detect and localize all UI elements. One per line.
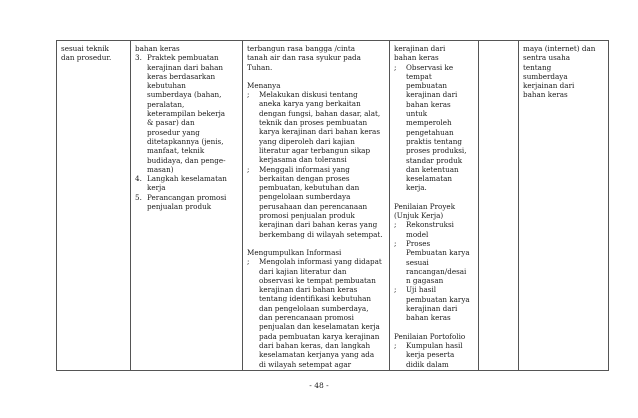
bullet-marker: 5. [135,192,142,202]
bullet-marker: 4. [135,174,142,184]
text-line: memperoleh [406,118,452,128]
text-line: masan) [147,164,174,174]
text-line: Observasi ke [406,62,454,72]
text-line: sumberdaya [523,71,568,81]
bullet-marker: ; [247,164,250,174]
list-item [394,239,474,285]
text-line: pembuatan [406,81,447,91]
text-line: Perancangan promosi [147,192,227,202]
text-line: dari bahan keras, dan langkah [259,340,371,350]
text-line: untuk [406,109,428,119]
text-line: peralatan, [147,99,185,109]
text-line: observasi ke tempat pembuatan [259,275,376,285]
table-row [57,41,609,371]
text-line: proses produksi, [406,146,467,156]
text-line: Praktek pembuatan [147,53,219,63]
text-line: pengelolaan sumberdaya [259,192,351,202]
text-line: kerja peserta [406,350,455,360]
col-competency [57,41,131,371]
list-item [394,63,474,193]
list-item [394,220,474,239]
spacer [247,239,385,248]
text-line: Langkah keselamatan [147,174,227,184]
text-line: dengan fungsi, bahan dasar, alat, [259,108,381,118]
text-line: bahan keras [523,90,568,100]
text-line: sumberdaya (bahan, [147,90,222,100]
list-item [394,341,474,369]
text-line: Melakukan diskusi tentang [259,90,358,100]
text-line: budidaya, dan penge- [147,155,226,165]
list-item-text [147,53,238,174]
list-item [247,90,385,164]
text-line: pembuatan karya [406,294,470,304]
text-line: kerajinan dari [394,44,446,53]
text-line: dan pengelolaan sumberdaya, [259,303,369,313]
text-line: Proses [406,238,431,248]
text-line: tempat [406,71,432,81]
syllabus-table [56,40,609,371]
text-line: tanah air dan rasa syukur pada [247,53,361,63]
text-line: Penilaian Proyek [394,201,456,211]
text-line: pada pembuatan karya kerajinan [259,331,380,341]
text-line: kerja. [406,183,427,193]
text-line: kerjasama dan toleransi [259,155,347,165]
text-line: bahan keras [135,44,180,53]
text-line: kerjainan dari [523,81,575,91]
text-line: bahan keras [406,313,451,323]
list-item-text [147,174,238,193]
text-line: keselamatan [406,174,453,184]
text-line: kerajinan dari [406,90,458,100]
text-line: manfaat, teknik [147,146,205,156]
text-line: & pasar) dan [147,118,195,128]
text-line: ditetapkannya (jenis, [147,136,224,146]
bullet-marker: ; [394,285,397,295]
text-line: standar produk [406,155,463,165]
list-item [135,193,238,212]
text-line: kerajinan dari [406,304,458,314]
text-line: dari kajian literatur dan [259,266,347,276]
text-line: berkaitan dengan proses [259,173,350,183]
text-line: di wilayah setempat agar [259,359,352,369]
spacer [247,72,385,81]
list-item-text [406,285,474,322]
section-heading [394,332,474,341]
bullet-marker: ; [394,340,397,350]
text-line: tentang [523,62,552,72]
text-line: sentra usaha [523,53,570,63]
bullet-marker: ; [247,257,250,267]
section-heading: Menanya [247,80,281,90]
list-item [247,257,385,369]
text-line: sesuai [406,257,429,267]
text-line: keras berdasarkan [147,71,216,81]
text-line: dan ketentuan [406,164,459,174]
text-line: Pembuatan karya [406,248,470,258]
text-line: literatur agar terbangun sikap [259,145,371,155]
list-item-text [406,63,474,193]
text-line: Rekonstruksi [406,220,454,230]
text-line: berkembang di wilayah setempat. [259,229,383,239]
text-line: bahan keras [406,99,451,109]
text-line: pembuatan, kebutuhan dan [259,183,360,193]
text-line: tentang identifikasi kebutuhan [259,294,372,304]
text-line: sesuai teknik [61,44,109,53]
list-item-text [406,341,474,369]
text-line: perusahaan dan perencanaan [259,201,368,211]
text-line: terbangun rasa bangga /cinta [247,44,356,53]
text-line: praktis tentang [406,136,463,146]
text-line: n gagasan [406,276,444,286]
page-number: - 48 - [309,381,329,390]
text-line: karya kerajinan dari bahan keras [259,127,381,137]
text-line: model [406,229,429,239]
bullet-marker: ; [394,62,397,72]
bullet-marker: ; [394,238,397,248]
text-line: pengetahuan [406,127,454,137]
list-item [135,53,238,174]
text-line: keselamatan kerjanya yang ada [259,350,375,360]
text-line: rancangan/desai [406,266,467,276]
text-line: Tuhan. [247,62,273,72]
spacer [394,323,474,332]
text-line: didik dalam [406,359,449,369]
list-item-text [406,220,474,239]
text-line: Kumpulan hasil [406,340,463,350]
text-line: keterampilan bekerja [147,109,226,119]
bullet-marker: ; [394,220,397,230]
text-line: teknik dan proses pembuatan [259,118,368,128]
text-line: Penilaian Portofolio [394,331,466,341]
text-line: aneka karya yang berkaitan [259,99,361,109]
col-assessment [390,41,479,371]
list-item-text [147,193,238,212]
text-line: penjualan produk [147,202,212,212]
text-line: bahan keras [394,53,439,63]
text-line: maya (internet) dan [523,44,596,53]
text-line: kebutuhan [147,81,186,91]
text-line: (Unjuk Kerja) [394,211,444,221]
list-item [394,285,474,322]
section-heading: Mengumpulkan Informasi [247,247,342,257]
text-line: dan perencanaan promosi [259,313,354,323]
spacer [394,193,474,202]
text-line: penjualan dan keselamatan kerja [259,322,380,332]
text-line: dan prosedur. [61,53,112,63]
list-item [247,165,385,239]
bullet-marker: ; [247,90,250,100]
list-item [135,174,238,193]
bullet-marker: 3. [135,53,142,63]
section-heading [394,202,474,221]
text-line: Menggali informasi yang [259,164,350,174]
list-item-text [406,239,474,285]
text-line: Uji hasil [406,285,437,295]
col-time-allocation [479,41,519,371]
text-line: kerajinan dari bahan keras [259,285,358,295]
text-line: kerja [147,183,166,193]
col-learning-activities [243,41,390,371]
text-line: kerajinan dari bahan keras yang [259,220,378,230]
text-line: yang diperoleh dari kajian [259,136,355,146]
list-item-text [259,90,385,164]
text-line: kerajinan dari bahan [147,62,224,72]
text-line: Mengolah informasi yang didapat [259,257,382,267]
text-line: prosedur yang [147,127,200,137]
text-line: promosi penjualan produk [259,211,355,221]
list-item-text [259,257,385,369]
col-learning-sources [519,41,609,371]
col-material [131,41,243,371]
list-item-text [259,165,385,239]
